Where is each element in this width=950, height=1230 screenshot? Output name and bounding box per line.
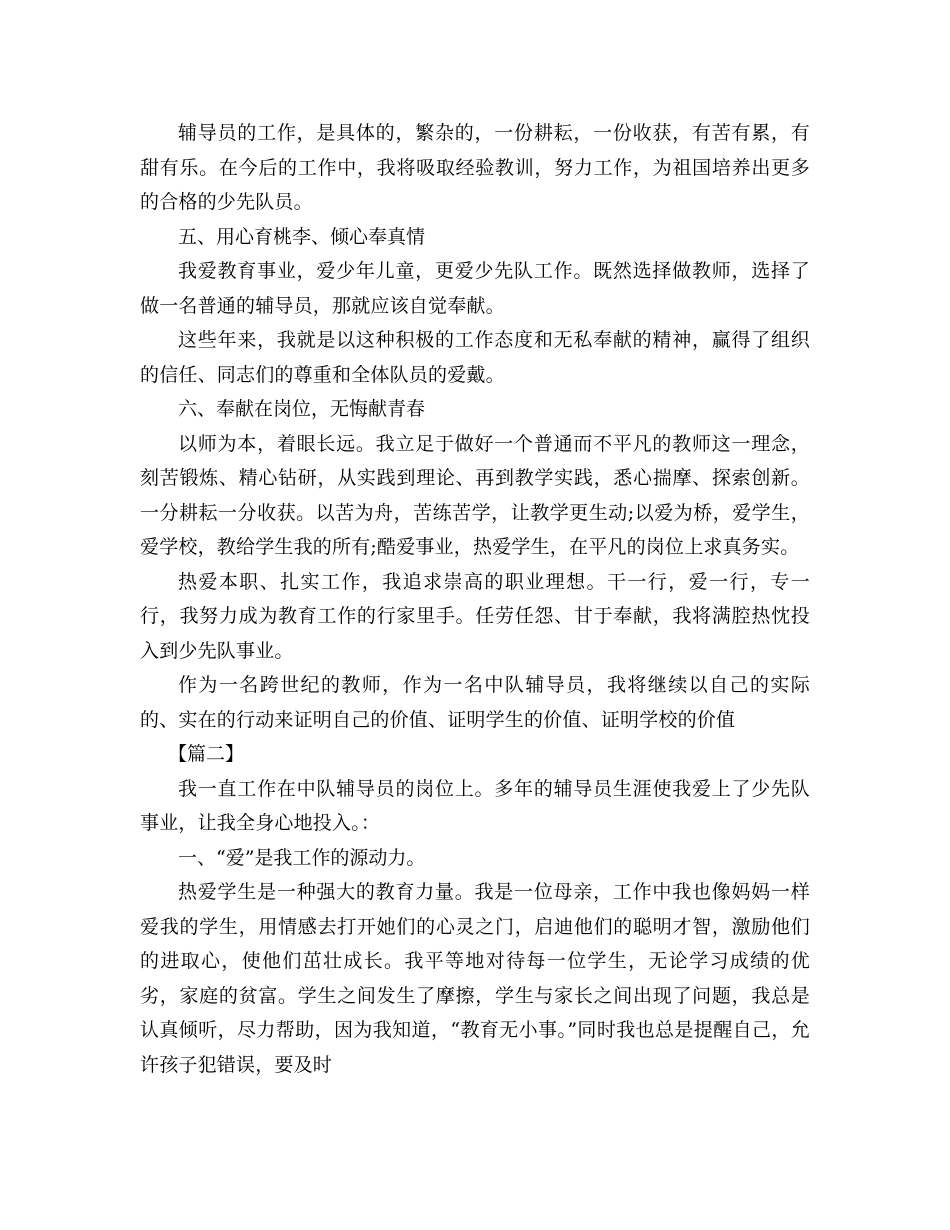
part-two-marker: 【篇二】 bbox=[168, 743, 245, 765]
section-heading-1: 一、“爱”是我工作的源动力。 bbox=[178, 846, 426, 869]
section-heading-5: 五、用心育桃李、倾心奉真情 bbox=[178, 225, 426, 248]
body-paragraph-1: 辅导员的工作，是具体的，繁杂的，一份耕耘，一份收获，有苦有累，有甜有乐。在今后的工作中，我将吸取经验教训，努力工作，为祖国培养出更多的合格的少先队员。 bbox=[140, 122, 810, 213]
body-paragraph-5: 热爱本职、扎实工作，我追求崇高的职业理想。干一行，爱一行，专一行，我努力成为教育工作的行家里手。任劳任怨、甘于奉献，我将满腔热忱投入到少先队事业。 bbox=[140, 570, 810, 662]
section-heading-6: 六、奉献在岗位，无悔献青春 bbox=[178, 398, 426, 420]
body-paragraph-6: 作为一名跨世纪的教师，作为一名中队辅导员，我将继续以自己的实际的、实在的行动来证明自己的价值、证明学生的价值、证明学校的价值 bbox=[140, 674, 810, 731]
body-paragraph-7: 我一直工作在中队辅导员的岗位上。多年的辅导员生涯使我爱上了少先队事业，让我全身心地投入。： bbox=[140, 777, 810, 834]
document-body bbox=[140, 116, 810, 1082]
body-paragraph-8: 热爱学生是一种强大的教育力量。我是一位母亲，工作中我也像妈妈一样爱我的学生，用情感去打开她们的心灵之门，启迪他们的聪明才智，激励他们的进取心，使他们茁壮成长。我平等地对待每一位学生，无论学习成绩的优劣，家庭的贫富。学生之间发生了摩擦，学生与家长之间出现了问题，我总是认真倾听，尽力帮助，因为我知道，“教育无小事。”同时我也总是提醒自己，允许孩子犯错误，要及时 bbox=[140, 881, 810, 1076]
body-paragraph-4: 以师为本，着眼长远。我立足于做好一个普通而不平凡的教师这一理念，刻苦锻炼、精心钻研，从实践到理论、再到教学实践，悉心揣摩、探索创新。一分耕耘一分收获。以苦为舟，苦练苦学，让教学更生动;以爱为桥，爱学生，爱学校，教给学生我的所有;酷爱事业，热爱学生，在平凡的岗位上求真务实。 bbox=[140, 432, 810, 558]
body-paragraph-2: 我爱教育事业，爱少年儿童，更爱少先队工作。既然选择做教师，选择了做一名普通的辅导员，那就应该自觉奉献。 bbox=[140, 260, 810, 317]
body-paragraph-3: 这些年来，我就是以这种积极的工作态度和无私奉献的精神，赢得了组织的信任、同志们的尊重和全体队员的爱戴。 bbox=[140, 329, 810, 386]
